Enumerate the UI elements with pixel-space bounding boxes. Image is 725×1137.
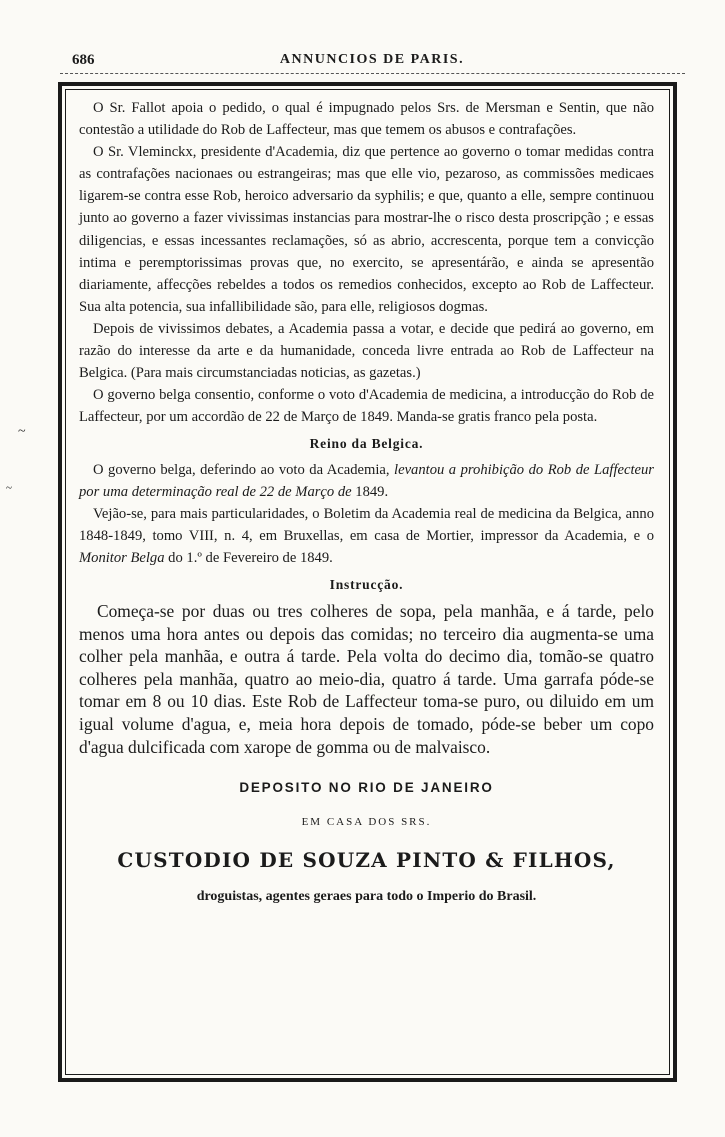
depot-subtitle: EM CASA DOS SRS. xyxy=(301,816,432,829)
paragraph-vleminckx: O Sr. Vleminckx, presidente d'Academia, diz que pertence ao governo o tomar medidas contra as contrafações nacionaes ou estrangeiras; mas que elle vio, pezaroso, as commissões medicaes ligarem-se contra esse Rob, heroico adversario da syphilis; e que, quanto a elle, sempre continuou junto ao governo a fazer vivissimas instancias para mostrar-lhe o risco desta proscripção ; e essas diligencias, e essas incessantes reclamações, só as abrio, accrescenta, porque tem a convicção intima e peremptorissimas provas que, no exercito, se apresentárão, e ainda se apresentão diariamente, affecções rebeldes a todos os remedios conhecidos, excepto ao Rob de Laffecteur. Sua alta potencia, sua infallibilidade são, para elle, religiosos dogmas. xyxy=(79,144,654,315)
section-title-belgica: Reino da Belgica. xyxy=(309,436,424,452)
advertisement-body xyxy=(79,97,654,908)
header-rule xyxy=(60,73,685,74)
prohibicao-text-italic: levantou a prohibição do Rob de Laffecteur por uma determinação real de 22 de Março de xyxy=(79,461,654,500)
firm-description: droguistas, agentes geraes para todo o Imperio do Brasil. xyxy=(196,888,537,904)
boletim-text-end: do 1.º de Fevereiro de 1849. xyxy=(164,549,333,566)
paragraph-boletim xyxy=(79,503,654,569)
prohibicao-text-end: 1849. xyxy=(351,483,389,500)
paragraph-instrucao: Começa-se por duas ou tres colheres de sopa, pela manhãa, e á tarde, pelo menos uma hora antes ou depois das comidas; no terceiro dia augmenta-se uma colher pela manhãa, e outra á tarde. Pela volta do decimo dia, tomão-se quatro colheres pela manhãa, quatro ao meio-dia, quatro á tarde. Uma garrafa póde-se tomar em 8 ou 10 dias. Este Rob de Laffecteur toma-se puro, ou diluido em um igual volume d'agua, e, meia hora depois de tomado, póde-se beber um copo d'agua dulcificada com xarope de gomma ou de malvaisco. xyxy=(79,601,654,757)
paragraph-prohibicao xyxy=(79,459,654,503)
boletim-text-start: Vejão-se, para mais particularidades, o Boletim da Academia real de medicina da Belgica, anno 1848-1849, tomo VIII, n. 4, em Bruxellas, em casa de Mortier, impressor da Academia, e o xyxy=(79,505,654,544)
depot-title: DEPOSITO NO RIO DE JANEIRO xyxy=(239,780,494,796)
paragraph-governo-belga: O governo belga consentio, conforme o voto d'Academia de medicina, a introducção do Rob de Laffecteur, por um accordão de 22 de Março de 1849. Manda-se gratis franco pela posta. xyxy=(79,387,654,426)
page-header xyxy=(72,52,672,74)
paragraph-fallot: O Sr. Fallot apoia o pedido, o qual é impugnado pelos Srs. de Mersman e Sentin, que não contestão a utilidade do Rob de Laffecteur, mas que temem os abusos e contrafações. xyxy=(79,100,654,139)
paragraph-debates: Depois de vivissimos debates, a Academia passa a votar, e decide que pedirá ao governo, em razão do interesse da arte e da humanidade, conceda livre entrada ao Rob de Laffecteur na Belgica. (Para mais circumstanciadas noticias, as gazetas.) xyxy=(79,320,654,382)
firm-name: CUSTODIO DE SOUZA PINTO & FILHOS, xyxy=(117,848,616,873)
prohibicao-text-start: O governo belga, deferindo ao voto da Academia, xyxy=(93,461,395,478)
boletim-text-italic: Monitor Belga xyxy=(79,549,165,566)
running-title: ANNUNCIOS DE PARIS. xyxy=(279,52,465,67)
margin-ink-mark: ~ xyxy=(6,482,12,494)
margin-tilde-mark: ~ xyxy=(18,424,26,439)
section-title-instrucao: Instrucção. xyxy=(329,576,404,592)
page-number: 686 xyxy=(72,52,95,68)
